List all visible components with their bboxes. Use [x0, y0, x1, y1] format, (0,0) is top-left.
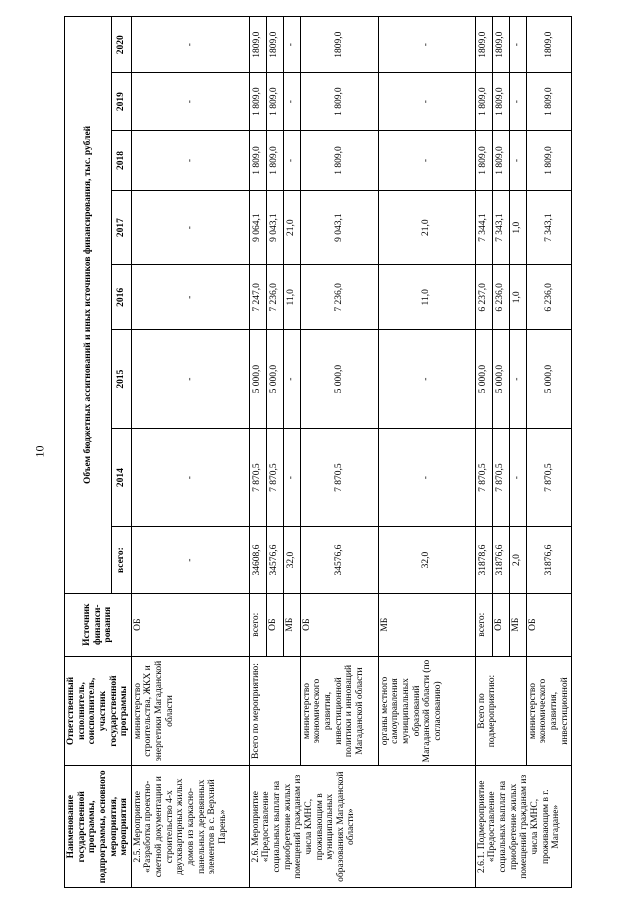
year-value-cell: 1809,0	[492, 17, 509, 73]
year-value-cell: 9 064,1	[249, 191, 266, 265]
year-value-cell: 1 809,0	[526, 73, 572, 131]
year-value-cell: 7 870,5	[249, 428, 266, 526]
year-value-cell: 7 870,5	[492, 428, 509, 526]
year-value-cell: -	[509, 428, 526, 526]
year-value-cell: -	[131, 130, 249, 190]
year-value-cell: -	[131, 17, 249, 73]
year-value-cell: 1809,0	[300, 17, 378, 73]
table-row	[526, 17, 572, 888]
executor-cell: органы местного самоуправления муниципальных образований Магаданской области (по согласованию)	[378, 656, 475, 766]
year-value-cell: -	[378, 130, 475, 190]
year-value-cell: 5 000,0	[300, 330, 378, 428]
source-cell: ОБ	[300, 593, 378, 656]
year-value-cell: 5 000,0	[526, 330, 572, 428]
year-value-cell: 7 870,5	[475, 428, 492, 526]
source-cell: всего:	[249, 593, 266, 656]
total-value-cell: 2,0	[509, 527, 526, 594]
measure-name-cell: 2.6.1. Подмероприятие «Предоставление социальных выплат на приобретение жилых помещений гражданам из числа КМНС, проживающим в г. Магадане»	[475, 766, 572, 888]
year-value-cell: 7 236,0	[300, 265, 378, 330]
executor-cell: министерство строительства, ЖКХ и энергетики Магаданской области	[131, 656, 249, 766]
header-executor: Ответственный исполнитель, соисполнитель, участник государственной программы	[65, 656, 132, 766]
year-value-cell: 7 247,0	[249, 265, 266, 330]
year-value-cell: -	[283, 330, 300, 428]
year-value-cell: 6 236,0	[492, 265, 509, 330]
year-value-cell: -	[131, 191, 249, 265]
year-value-cell: 1 809,0	[492, 130, 509, 190]
year-value-cell: 5 000,0	[249, 330, 266, 428]
header-year: 2019	[111, 73, 131, 131]
total-value-cell: 34576,6	[300, 527, 378, 594]
total-value-cell: 31876,6	[526, 527, 572, 594]
year-value-cell: -	[509, 130, 526, 190]
year-value-cell: 1 809,0	[266, 130, 283, 190]
total-value-cell: 32,0	[378, 527, 475, 594]
year-value-cell: 1 809,0	[249, 130, 266, 190]
page-number: 10	[32, 445, 47, 458]
year-value-cell: 1 809,0	[475, 73, 492, 131]
header-year: 2018	[111, 130, 131, 190]
table-body	[131, 17, 572, 888]
source-cell: ОБ	[266, 593, 283, 656]
table-row	[378, 17, 475, 888]
source-cell: МБ	[509, 593, 526, 656]
header-year: 2014	[111, 428, 131, 526]
year-value-cell: 1,0	[509, 265, 526, 330]
total-value-cell: 34576,6	[266, 527, 283, 594]
year-value-cell: 1809,0	[475, 17, 492, 73]
header-year: 2015	[111, 330, 131, 428]
rotated-table-container	[64, 16, 630, 888]
year-value-cell: 9 043,1	[266, 191, 283, 265]
year-value-cell: 7 870,5	[300, 428, 378, 526]
year-value-cell: 7 343,1	[526, 191, 572, 265]
year-value-cell: -	[131, 330, 249, 428]
table-row	[131, 17, 249, 888]
executor-cell: министерство экономического развития, инвестиционной политики и инноваций Магаданской области	[300, 656, 378, 766]
source-cell: ОБ	[492, 593, 509, 656]
year-value-cell: -	[283, 428, 300, 526]
year-value-cell: -	[131, 265, 249, 330]
total-value-cell: 31878,6	[475, 527, 492, 594]
year-value-cell: -	[131, 73, 249, 131]
year-value-cell: 6 236,0	[526, 265, 572, 330]
year-value-cell: -	[378, 73, 475, 131]
header-total: всего:	[111, 527, 131, 594]
year-value-cell: -	[509, 17, 526, 73]
year-value-cell: 21,0	[283, 191, 300, 265]
year-value-cell: 7 344,1	[475, 191, 492, 265]
year-value-cell: 1 809,0	[249, 73, 266, 131]
executor-cell: министерство экономического развития, инвестиционной	[526, 656, 572, 766]
source-cell: всего:	[475, 593, 492, 656]
year-value-cell: 1 809,0	[300, 73, 378, 131]
executor-cell: Всего по подмероприятию:	[475, 656, 526, 766]
year-value-cell: 1809,0	[249, 17, 266, 73]
financing-table	[64, 16, 572, 888]
source-cell: МБ	[283, 593, 300, 656]
year-value-cell: 9 043,1	[300, 191, 378, 265]
measure-name-cell: 2.5. Мероприятие «Разработка проектно-сметной документации и строительство 4-х двухквартирных жилых домов из каркасно-панельных деревянных элементов в с. Верхний Парень»	[131, 766, 249, 888]
year-value-cell: 1 809,0	[526, 130, 572, 190]
year-value-cell: -	[131, 428, 249, 526]
year-value-cell: 7 236,0	[266, 265, 283, 330]
measure-name-cell: 2.6. Мероприятие «Предоставление социальных выплат на приобретение жилых помещений гражданам из числа КМНС, проживающим в муниципальных образованиях Магаданской области»	[249, 766, 475, 888]
year-value-cell: 1 809,0	[300, 130, 378, 190]
year-value-cell: 5 000,0	[492, 330, 509, 428]
header-source: Источник финанси-рования	[65, 593, 132, 656]
year-value-cell: -	[378, 330, 475, 428]
table-row	[475, 17, 492, 888]
year-value-cell: -	[509, 73, 526, 131]
year-value-cell: 1 809,0	[475, 130, 492, 190]
year-value-cell: 1,0	[509, 191, 526, 265]
header-year: 2020	[111, 17, 131, 73]
year-value-cell: 11,0	[283, 265, 300, 330]
year-value-cell: 1809,0	[266, 17, 283, 73]
year-value-cell: -	[283, 17, 300, 73]
year-value-cell: 5 000,0	[266, 330, 283, 428]
year-value-cell: -	[283, 73, 300, 131]
year-value-cell: 1 809,0	[492, 73, 509, 131]
year-value-cell: 7 870,5	[526, 428, 572, 526]
year-value-cell: 1809,0	[526, 17, 572, 73]
year-value-cell: -	[378, 17, 475, 73]
total-value-cell: -	[131, 527, 249, 594]
source-cell: ОБ	[131, 593, 249, 656]
total-value-cell: 34608,6	[249, 527, 266, 594]
year-value-cell: 7 343,1	[492, 191, 509, 265]
source-cell: МБ	[378, 593, 475, 656]
header-year: 2016	[111, 265, 131, 330]
year-value-cell: 7 870,5	[266, 428, 283, 526]
year-value-cell: 6 237,0	[475, 265, 492, 330]
total-value-cell: 31876,6	[492, 527, 509, 594]
source-cell: ОБ	[526, 593, 572, 656]
year-value-cell: -	[378, 428, 475, 526]
year-value-cell: -	[509, 330, 526, 428]
table-row	[300, 17, 378, 888]
year-value-cell: 1 809,0	[266, 73, 283, 131]
year-value-cell: 21,0	[378, 191, 475, 265]
executor-cell: Всего по мероприятию:	[249, 656, 300, 766]
total-value-cell: 32,0	[283, 527, 300, 594]
year-value-cell: -	[283, 130, 300, 190]
year-value-cell: 11,0	[378, 265, 475, 330]
table-row	[249, 17, 266, 888]
header-name: Наименование государственной программы, подпрограммы, основного мероприятия, мероприятия	[65, 766, 132, 888]
header-year: 2017	[111, 191, 131, 265]
year-value-cell: 5 000,0	[475, 330, 492, 428]
header-volume: Объем бюджетных ассигнований и иных источников финансирования, тыс. рублей	[65, 17, 112, 594]
